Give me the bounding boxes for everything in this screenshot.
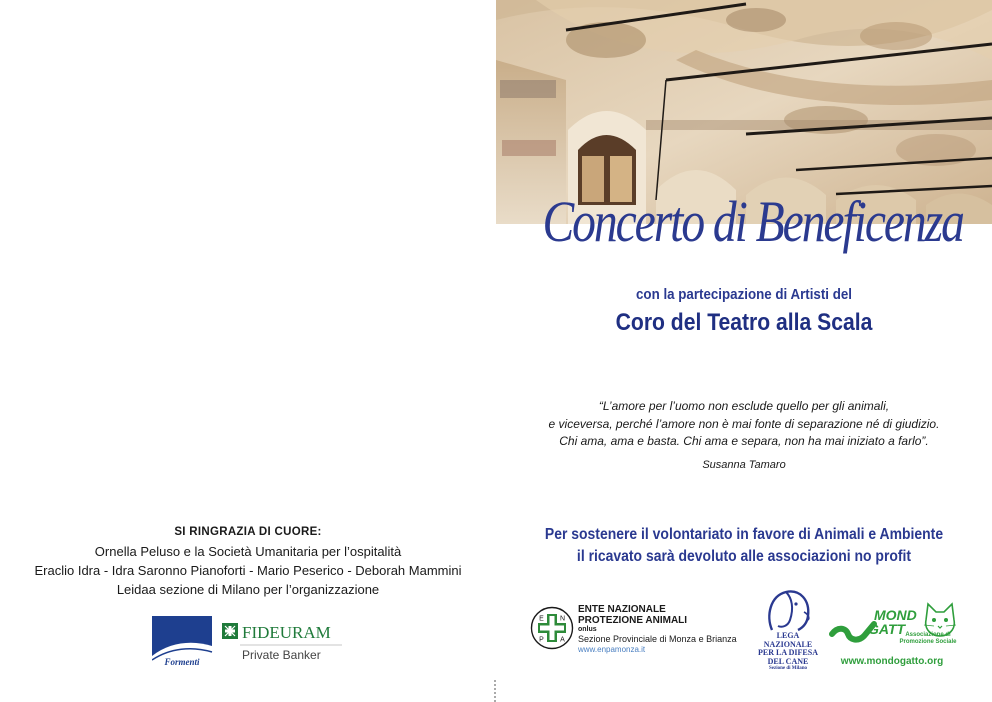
enpa-website: www.enpamonza.it bbox=[578, 645, 646, 654]
fideuram-wordmark: FIDEURAM bbox=[242, 623, 331, 642]
thanks-line: Leidaa sezione di Milano per l’organizzazione bbox=[116, 582, 380, 597]
support-line: Per sostenere il volontariato in favore di Animali e Ambiente bbox=[544, 526, 944, 543]
quote-block bbox=[496, 398, 992, 451]
enpa-logo bbox=[530, 606, 574, 650]
quote-line: Chi ama, ama e basta. Chi ama e separa, non ha mai iniziato a farlo”. bbox=[559, 434, 929, 448]
formenti-logo bbox=[152, 616, 212, 668]
mondogatto-word: MOND bbox=[874, 607, 917, 623]
thanks-heading: SI RINGRAZIA DI CUORE: bbox=[174, 526, 322, 538]
quote-author: Susanna Tamaro bbox=[702, 459, 786, 471]
thanks-line: Ornella Peluso e la Società Umanitaria per l’ospitalità bbox=[94, 544, 402, 559]
enpa-letter: N bbox=[559, 615, 566, 623]
support-line: il ricavato sarà devoluto alle associazioni no profit bbox=[576, 548, 912, 565]
lega-section: Sezione di Milano bbox=[768, 666, 808, 671]
enpa-onlus: onlus bbox=[578, 626, 597, 633]
enpa-section: Sezione Provinciale di Monza e Brianza bbox=[578, 634, 737, 644]
enpa-letter: P bbox=[539, 636, 544, 644]
thanks-line: Eraclio Idra - Idra Saronno Pianoforti - Mario Peserico - Deborah Mammini bbox=[34, 563, 462, 578]
enpa-letter: E bbox=[539, 615, 544, 623]
main-title: Concerto di Beneficenza bbox=[542, 189, 963, 254]
sponsor-logos bbox=[152, 616, 352, 668]
fideuram-tagline: Private Banker bbox=[242, 648, 321, 662]
subtitle: con la partecipazione di Artisti del bbox=[636, 287, 852, 303]
coro-title: Coro del Teatro alla Scala bbox=[615, 309, 873, 336]
mondogatto-website: www.mondogatto.org bbox=[840, 656, 944, 667]
quote-line: e viceversa, perché l’amore non è mai fonte di separazione né di giudizio. bbox=[548, 416, 940, 431]
enpa-text bbox=[578, 604, 758, 655]
lega-line: NAZIONALE bbox=[763, 639, 813, 649]
mondogatto-sub-line: Promozione Sociale bbox=[899, 639, 957, 645]
quote-line: “L’amore per l’uomo non esclude quello per gli animali, bbox=[598, 399, 890, 413]
lega-text bbox=[748, 632, 828, 672]
thanks-block bbox=[0, 523, 496, 599]
mondogatto-logo bbox=[828, 598, 958, 656]
fideuram-logo bbox=[222, 623, 342, 662]
formenti-wordmark: Formenti bbox=[164, 657, 200, 667]
lega-line: PER LA DIFESA bbox=[757, 648, 818, 657]
enpa-name: PROTEZIONE ANIMALI bbox=[578, 615, 688, 626]
enpa-name: ENTE NAZIONALE bbox=[578, 604, 666, 615]
enpa-letter: A bbox=[560, 636, 565, 644]
lega-line: DEL CANE bbox=[767, 656, 809, 666]
fold-line bbox=[494, 680, 496, 702]
support-text bbox=[521, 524, 967, 568]
mondogatto-sub-line: Associazione di bbox=[905, 632, 951, 638]
lega-line: LEGA bbox=[776, 631, 800, 640]
mondogatto-subtitle bbox=[898, 632, 958, 646]
mondogatto-word: GATT bbox=[868, 621, 906, 637]
